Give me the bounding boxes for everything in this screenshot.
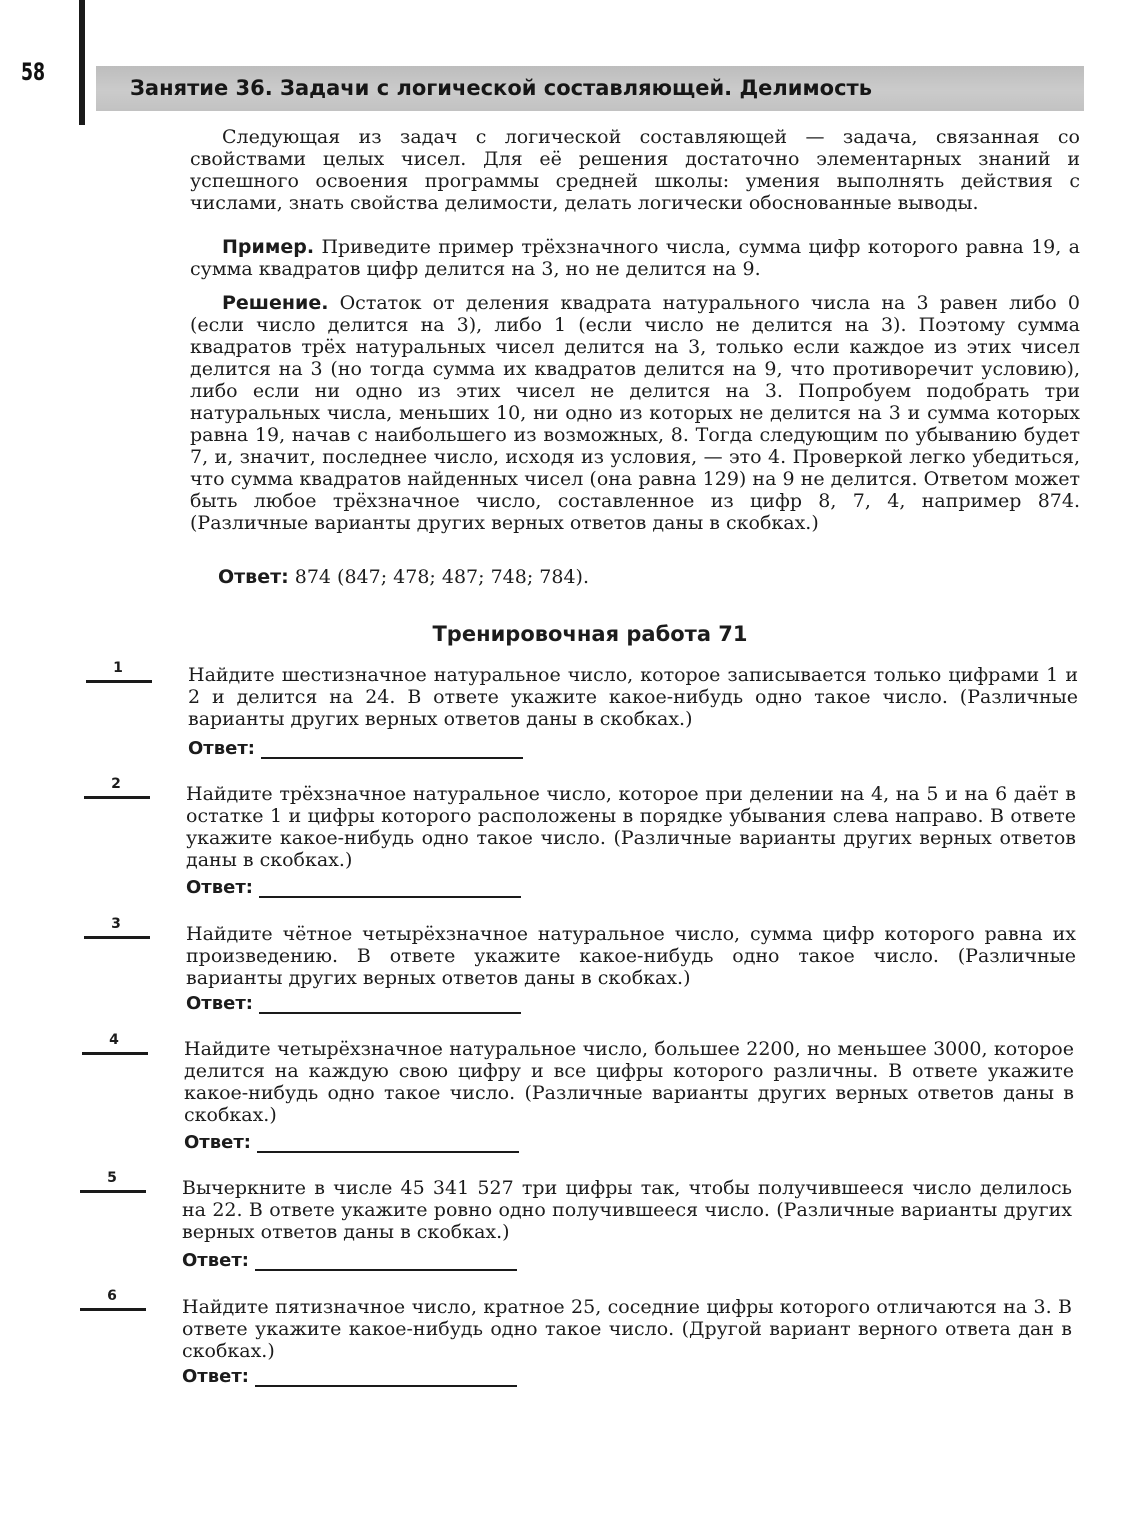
answer-blank-field[interactable]: [261, 739, 523, 759]
task-number: 2: [111, 776, 121, 792]
solution-label: Решение.: [222, 292, 329, 314]
lesson-title: Занятие 36. Задачи с логической составляющей. Делимость: [130, 76, 872, 100]
answer-blank-field[interactable]: [255, 1251, 517, 1271]
task-answer-row: [188, 738, 523, 759]
example-answer-label: Ответ:: [218, 566, 289, 588]
task-answer-row: [184, 1132, 519, 1153]
task-number: 1: [113, 660, 123, 676]
task-number-rule: [80, 1308, 146, 1311]
example-text: Приведите пример трёхзначного числа, сумма цифр которого равна 19, а сумма квадратов цифр делится на 3, но не делится на 9.: [190, 236, 1080, 280]
task-answer-row: [182, 1250, 517, 1271]
task-number-rule: [84, 936, 150, 939]
example-answer: [218, 566, 589, 588]
task-number: 6: [107, 1288, 117, 1304]
task-number: 4: [109, 1032, 119, 1048]
task-number: 3: [111, 916, 121, 932]
solution-paragraph: [190, 292, 1080, 534]
example-answer-text: 874 (847; 478; 487; 748; 784).: [294, 566, 589, 588]
answer-label: Ответ:: [184, 1132, 251, 1153]
answer-label: Ответ:: [182, 1250, 249, 1271]
answer-label: Ответ:: [182, 1366, 249, 1387]
answer-blank-field[interactable]: [259, 994, 521, 1014]
training-work-title: Тренировочная работа 71: [432, 622, 748, 646]
page-number: 58: [20, 58, 46, 86]
task-answer-row: [186, 877, 521, 898]
answer-label: Ответ:: [188, 738, 255, 759]
answer-label: Ответ:: [186, 993, 253, 1014]
task-text: Найдите пятизначное число, кратное 25, соседние цифры которого отличаются на 3. В ответе укажите какое-нибудь одно такое число. (Другой вариант верного ответа дан в скобках.): [182, 1296, 1072, 1362]
answer-blank-field[interactable]: [255, 1367, 517, 1387]
margin-rule: [79, 0, 85, 125]
task-text: Найдите чётное четырёхзначное натуральное число, сумма цифр которого равна их произведению. В ответе укажите какое-нибудь одно такое число. (Различные варианты других верных ответов даны в скобках.): [186, 923, 1076, 989]
task-text: Найдите шестизначное натуральное число, которое записывается только цифрами 1 и 2 и делится на 24. В ответе укажите какое-нибудь одно такое число. (Различные варианты других верных ответов даны в скобках.): [188, 664, 1078, 730]
task-number-rule: [84, 796, 150, 799]
answer-label: Ответ:: [186, 877, 253, 898]
task-text: Найдите четырёхзначное натуральное число, большее 2200, но меньшее 3000, которое делится на каждую свою цифру и все цифры которого различны. В ответе укажите какое-нибудь одно такое число. (Различные варианты других верных ответов даны в скобках.): [184, 1038, 1074, 1126]
task-text: Вычеркните в числе 45 341 527 три цифры так, чтобы получившееся число делилось на 22. В ответе укажите ровно одно получившееся число. (Различные варианты других верных ответов даны в скобках.): [182, 1177, 1072, 1243]
answer-blank-field[interactable]: [259, 878, 521, 898]
solution-text: Остаток от деления квадрата натурального числа на 3 равен либо 0 (если число делится на 3), либо 1 (если число не делится на 3). Поэтому сумма квадратов трёх натуральных чисел делится на 3, только если каждое из этих чисел делится на 3 (но тогда сумма их квадратов делится на 9, что противоречит условию), либо если ни одно из этих чисел не делится на 3. Попробуем подобрать три натуральных числа, меньших 10, ни одно из которых не делится на 3 и сумма которых равна 19, начав с наибольшего из возможных, 8. Тогда следующим по убыванию будет 7, и, значит, последнее число, исходя из условия, — это 4. Проверкой легко убедиться, что сумма квадратов найденных чисел (она равна 129) на 9 не делится. Ответом может быть любое трёхзначное число, составленное из цифр 8, 7, 4, например 874. (Различные варианты других верных ответов даны в скобках.): [190, 292, 1080, 534]
task-number-rule: [86, 680, 152, 683]
task-number-rule: [80, 1190, 146, 1193]
answer-blank-field[interactable]: [257, 1133, 519, 1153]
task-answer-row: [186, 993, 521, 1014]
intro-paragraph: Следующая из задач с логической составляющей — задача, связанная со свойствами целых чисел. Для её решения достаточно элементарных знаний и успешного освоения программы средней школы: умения выполнять действия с числами, знать свойства делимости, делать логически обоснованные выводы.: [190, 126, 1080, 214]
task-number: 5: [107, 1170, 117, 1186]
task-text: Найдите трёхзначное натуральное число, которое при делении на 4, на 5 и на 6 даёт в остатке 1 и цифры которого расположены в порядке убывания слева направо. В ответе укажите какое-нибудь одно такое число. (Различные варианты других верных ответов даны в скобках.): [186, 783, 1076, 871]
example-paragraph: [190, 236, 1080, 280]
task-answer-row: [182, 1366, 517, 1387]
example-label: Пример.: [222, 236, 315, 258]
task-number-rule: [82, 1052, 148, 1055]
